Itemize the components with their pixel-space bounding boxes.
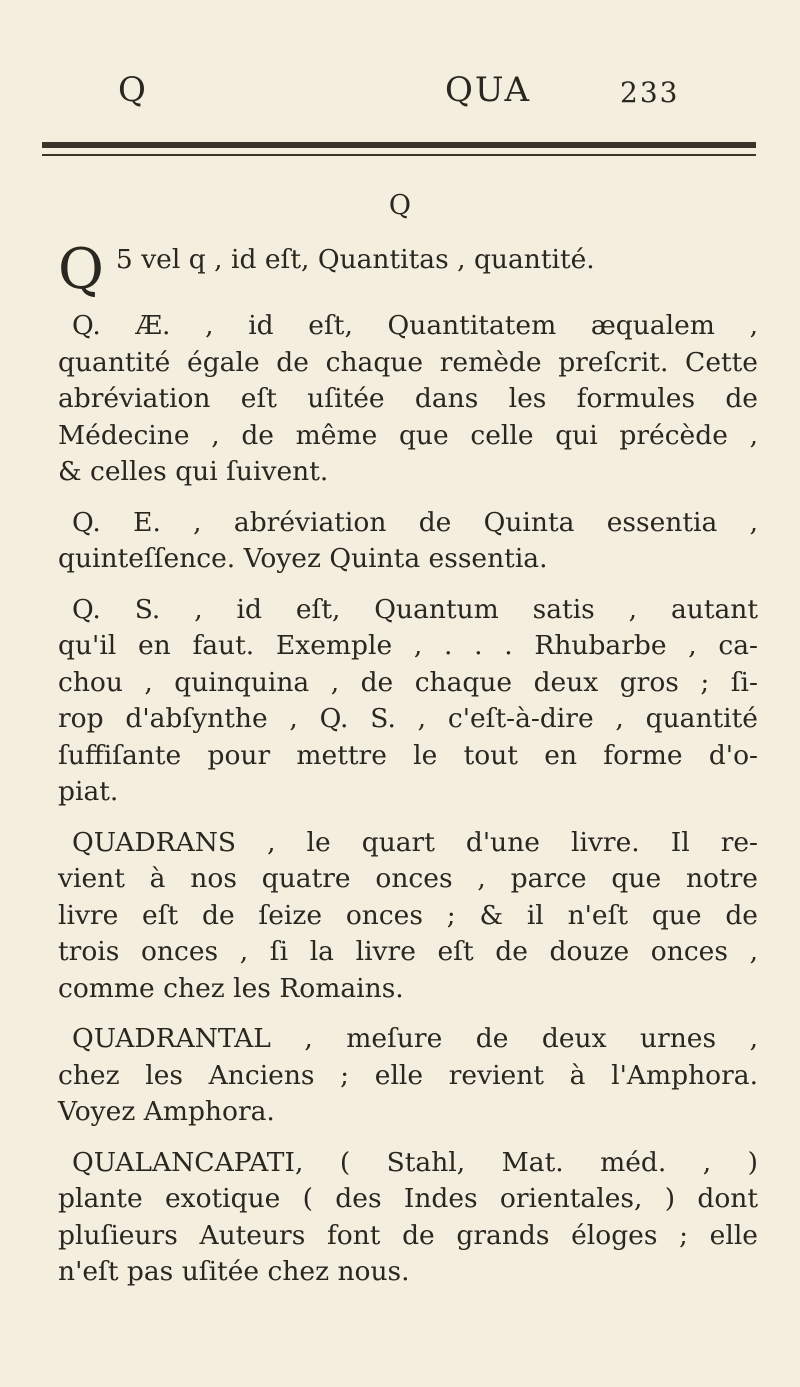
entry-q-e (58, 505, 758, 578)
text-line: quantité égale de chaque remède preſcrit. Cette (58, 346, 758, 378)
text-line: Q. S. , id eſt, Quantum satis , autant (72, 593, 758, 625)
page-number: 233 (620, 76, 680, 109)
text-line: n'eſt pas uſitée chez nous. (58, 1256, 410, 1287)
header-rule-thin (42, 154, 756, 156)
text-line: piat. (58, 776, 119, 807)
text-line: & celles qui ſuivent. (58, 456, 329, 487)
text-line: Médecine , de même que celle qui précède , (58, 419, 758, 451)
text-line: chez les Anciens ; elle revient à l'Amphora. (58, 1059, 758, 1091)
header-letter: Q (118, 70, 147, 110)
text-line: QUALANCAPATI, ( Stahl, Mat. méd. , ) (72, 1146, 758, 1178)
text-line: Q. Æ. , id eſt, Quantitatem æqualem , (72, 310, 758, 341)
entry-quadrantal (58, 1021, 758, 1131)
header-catchword: QUA (445, 70, 532, 110)
entry-q-ae (58, 308, 758, 491)
drop-cap: Q (58, 237, 104, 302)
text-line: 5 vel q , id eſt, Quantitas , quantité. (115, 244, 595, 275)
text-line: vient à nos quatre onces , parce que notre (58, 863, 758, 894)
text-line: ſuffiſante pour mettre le tout en forme d'o- (58, 739, 758, 771)
text-line: pluſieurs Auteurs font de grands éloges ; elle (58, 1219, 758, 1251)
text-line: QUADRANTAL , meſure de deux urnes , (72, 1023, 758, 1054)
text-line: trois onces , ſi la livre eſt de douze onces , (58, 936, 758, 967)
entry-quadrans (58, 825, 758, 1008)
text-line: abréviation eſt uſitée dans les formules de (58, 383, 758, 414)
entry-q-s (58, 592, 758, 811)
text-line: quinteſſence. Voyez Quinta essentia. (58, 543, 548, 574)
header-rule-thick (42, 142, 756, 148)
text-line: plante exotique ( des Indes orientales, ) dont (58, 1183, 758, 1214)
text-line: Q. E. , abréviation de Quinta essentia , (72, 506, 758, 538)
text-line: livre eſt de ſeize onces ; & il n'eſt que de (58, 899, 758, 931)
running-header (0, 70, 800, 120)
text-line: comme chez les Romains. (58, 972, 404, 1004)
text-line: QUADRANS , le quart d'une livre. Il re- (72, 826, 758, 858)
entry-qualancapati (58, 1145, 758, 1291)
text-line: qu'il en faut. Exemple , . . . Rhubarbe , ca- (58, 630, 758, 661)
entry-q (58, 237, 758, 302)
body-text (58, 237, 758, 1305)
text-line: chou , quinquina , de chaque deux gros ; ſi- (58, 666, 758, 698)
text-line: Voyez Amphora. (58, 1096, 275, 1127)
section-heading: Q (388, 190, 412, 221)
text-line: rop d'abſynthe , Q. S. , c'eſt-à-dire , quantité (58, 703, 758, 734)
